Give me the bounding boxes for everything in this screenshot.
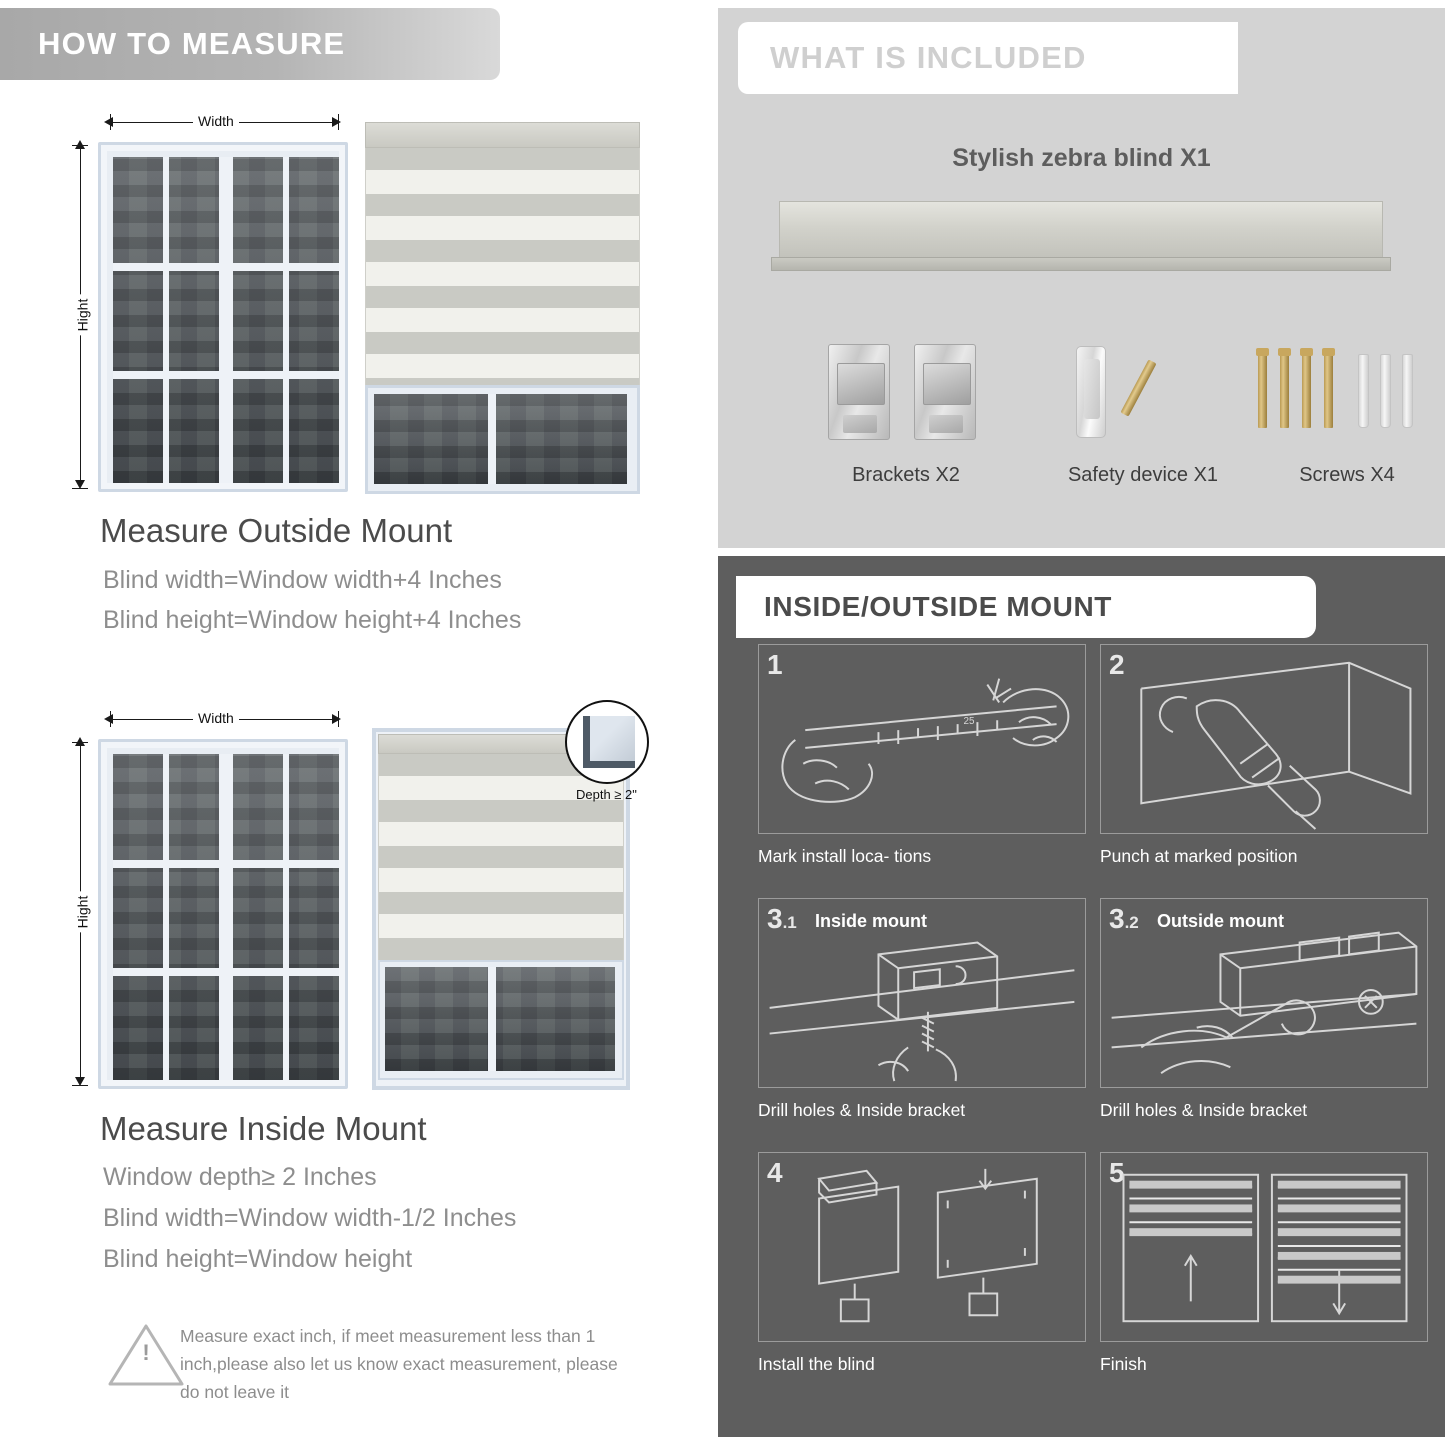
inside-height-tick-top <box>72 742 88 743</box>
outside-mount-title: Measure Outside Mount <box>100 512 453 549</box>
how-to-measure-panel <box>0 0 710 1445</box>
outside-mount-line-2: Blind height=Window height+4 Inches <box>103 606 522 634</box>
screw-icon-2 <box>1280 354 1289 428</box>
warning-text: Measure exact inch, if meet measurement less than 1 inch,please also let us know exact measurement, please do not leave it <box>180 1326 618 1402</box>
step-1-image <box>758 644 1086 834</box>
step-2-number: 2 <box>1109 649 1125 680</box>
how-to-measure-header <box>0 8 500 80</box>
inside-width-arrow-left <box>104 714 113 724</box>
blind-fabric-stripes <box>365 148 640 410</box>
included-parts-row <box>718 336 1445 516</box>
inside-window-illustration <box>98 739 348 1089</box>
window-mullion-vertical <box>219 754 233 1080</box>
blind-fabric-stripes <box>378 754 624 964</box>
part-label-screws: Screws X4 <box>1299 464 1395 486</box>
step-5-caption: Finish <box>1100 1354 1147 1374</box>
zebra-blind-rail-illustration <box>771 201 1391 271</box>
step-2-image <box>1100 644 1428 834</box>
window-mullion-vertical-3 <box>283 754 289 1080</box>
window-mullion-horizontal-1 <box>113 860 339 868</box>
step-3-2-caption: Drill holes & Inside bracket <box>1100 1100 1308 1120</box>
outside-blind-illustration <box>365 122 640 494</box>
outside-height-label: Hight <box>74 295 90 336</box>
wall-anchor-icon-3 <box>1402 354 1413 428</box>
outside-window-illustration <box>98 142 348 492</box>
screw-icon-4 <box>1324 354 1333 428</box>
part-brackets <box>796 336 1016 506</box>
step-3-1-inline-label: Inside mount <box>815 911 927 931</box>
wall-anchor-icon-2 <box>1380 354 1391 428</box>
step-5-sketch <box>1101 1153 1427 1341</box>
blind-lower-pane <box>385 967 615 1071</box>
bracket-icon-2 <box>914 344 976 440</box>
step-5-number: 5 <box>1109 1157 1125 1188</box>
step-4-caption: Install the blind <box>758 1354 875 1374</box>
inside-outside-mount-panel <box>718 556 1445 1437</box>
screw-icon-3 <box>1302 354 1311 428</box>
outside-height-tick-bottom <box>72 488 88 489</box>
step-4-image <box>758 1152 1086 1342</box>
product-title: Stylish zebra blind X1 <box>952 144 1211 172</box>
what-is-included-header <box>738 22 1238 94</box>
inside-outside-mount-title: INSIDE/OUTSIDE MOUNT <box>764 591 1113 622</box>
step-4-number: 4 <box>767 1157 783 1188</box>
warning-exclamation: ! <box>142 1340 150 1365</box>
step-3-2-number: 3.2 <box>1109 903 1139 934</box>
rail-bottom-face <box>771 257 1391 271</box>
window-mullion-horizontal-2 <box>113 968 339 976</box>
outside-width-tick-left <box>110 114 111 130</box>
blind-lower-mullion <box>488 967 496 1071</box>
window-mullion-horizontal-1 <box>113 263 339 271</box>
outside-mount-line-1: Blind width=Window width+4 Inches <box>103 566 502 594</box>
svg-text:25: 25 <box>963 716 975 728</box>
part-label-safety: Safety device X1 <box>1067 464 1219 486</box>
safety-device-icon <box>1076 346 1106 438</box>
step-1-caption: Mark install loca- tions <box>758 846 932 866</box>
inside-width-arrow-right <box>332 714 341 724</box>
inside-mount-line-3: Blind height=Window height <box>103 1245 413 1273</box>
screw-icon-extra <box>1120 359 1156 416</box>
step-2-caption: Punch at marked position <box>1100 846 1298 866</box>
inside-width-tick-left <box>110 711 111 727</box>
depth-label: Depth ≥ 2" <box>576 787 637 802</box>
step-1-sketch <box>759 645 1085 833</box>
step-3-2-inline-label: Outside mount <box>1157 911 1284 931</box>
inside-mount-line-2: Blind width=Window width-1/2 Inches <box>103 1204 517 1232</box>
inside-outside-mount-header <box>736 576 1316 638</box>
step-3-1-sketch <box>759 899 1085 1087</box>
step-3-1-number: 3.1 <box>767 903 797 934</box>
depth-corner-shape <box>583 716 635 768</box>
step-3-1-caption: Drill holes & Inside bracket <box>758 1100 966 1120</box>
bracket-icon-1 <box>828 344 890 440</box>
inside-height-tick-bottom <box>72 1085 88 1086</box>
outside-height-tick-top <box>72 145 88 146</box>
what-is-included-title: WHAT IS INCLUDED <box>770 40 1087 75</box>
step-3-2-image <box>1100 898 1428 1088</box>
inside-mount-line-1: Window depth≥ 2 Inches <box>103 1163 377 1191</box>
step-5-image <box>1100 1152 1428 1342</box>
window-mullion-vertical-2 <box>163 754 169 1080</box>
outside-width-arrow-left <box>104 117 113 127</box>
blind-lower-window <box>365 385 640 494</box>
window-mullion-vertical <box>219 157 233 483</box>
window-mullion-vertical-2 <box>163 157 169 483</box>
inside-width-tick-right <box>338 711 339 727</box>
blind-lower-mullion <box>488 394 496 484</box>
depth-magnifier-icon <box>565 700 649 784</box>
warning-triangle-icon <box>107 1322 185 1388</box>
step-2-sketch <box>1101 645 1427 833</box>
what-is-included-panel <box>718 8 1445 548</box>
blind-lower-pane <box>374 394 627 484</box>
step-1-number: 1 <box>767 649 783 680</box>
inside-height-label: Hight <box>74 892 90 933</box>
inside-mount-title: Measure Inside Mount <box>100 1110 427 1147</box>
rail-top-face <box>779 201 1383 259</box>
blind-lower-window <box>378 960 624 1080</box>
how-to-measure-title: HOW TO MEASURE <box>38 26 346 61</box>
outside-width-arrow-right <box>332 117 341 127</box>
screw-icon-1 <box>1258 354 1267 428</box>
outside-width-label: Width <box>193 113 239 129</box>
part-label-brackets: Brackets X2 <box>852 464 960 486</box>
inside-width-label: Width <box>193 710 239 726</box>
step-3-2-sketch <box>1101 899 1427 1087</box>
wall-anchor-icon-1 <box>1358 354 1369 428</box>
inside-blind-illustration <box>372 728 630 1090</box>
part-screws <box>1242 336 1445 506</box>
step-4-sketch <box>759 1153 1085 1341</box>
window-mullion-vertical-3 <box>283 157 289 483</box>
part-safety-device <box>1028 336 1258 506</box>
step-3-1-image <box>758 898 1086 1088</box>
outside-width-tick-right <box>338 114 339 130</box>
window-mullion-horizontal-2 <box>113 371 339 379</box>
blind-headrail <box>365 122 640 148</box>
